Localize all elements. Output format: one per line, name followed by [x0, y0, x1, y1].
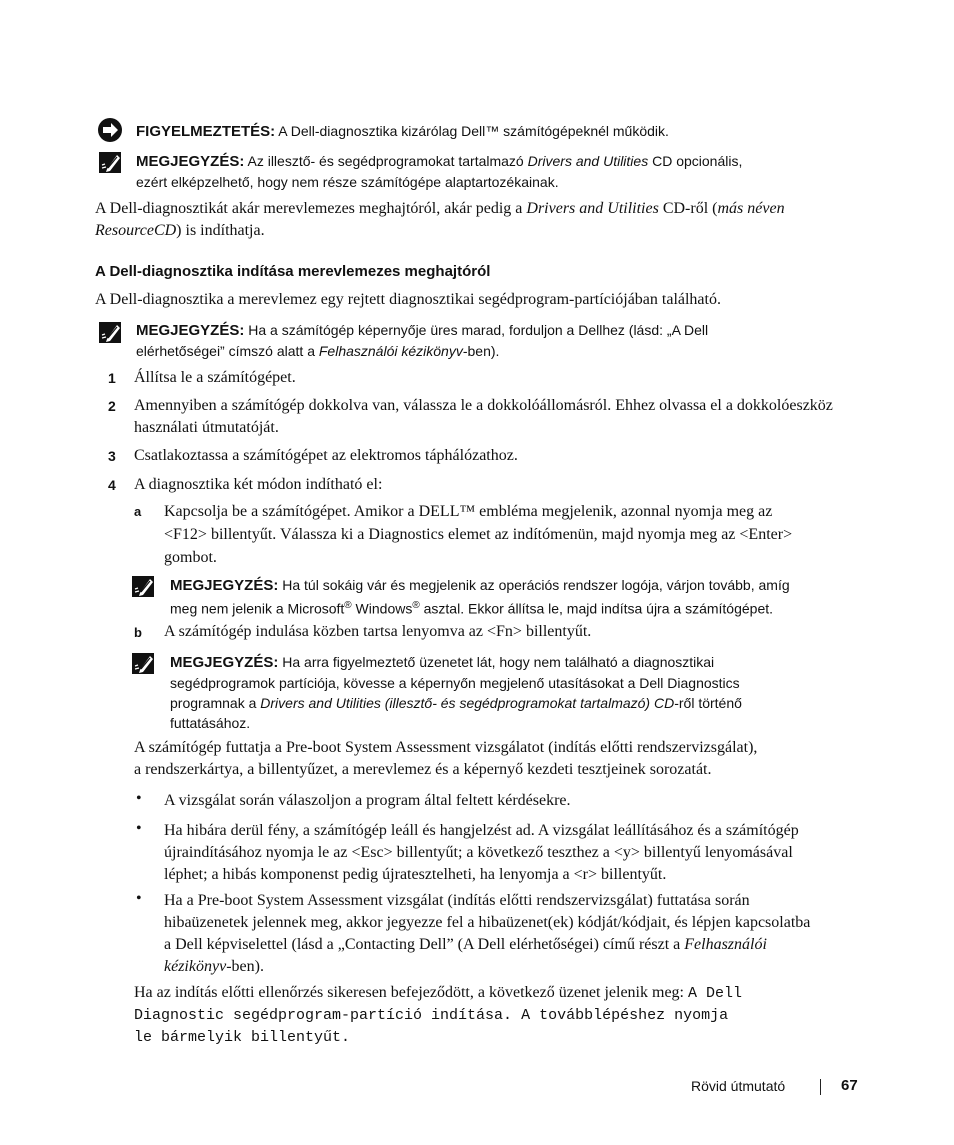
final-paragraph [134, 982, 742, 1049]
step-text [134, 395, 833, 439]
substep-a-line: <F12> billentyűt. Válassza ki a Diagnostics elemet az indítómenün, majd nyomja meg az <Enter> [164, 526, 793, 543]
heading-paragraph: A Dell-diagnosztika a merevlemez egy rejtett diagnosztikai segédprogram-partíciójában található. [95, 291, 721, 308]
substep-a-line: gombot. [164, 549, 217, 566]
bullet-dot: • [136, 790, 142, 807]
note-icon [131, 575, 157, 599]
note-1-text: Az illesztő- és segédprogramokat tartalmazó [244, 153, 528, 169]
registered-mark: ® [344, 600, 352, 611]
substep-b-text: A számítógép indulása közben tartsa lenyomva az <Fn> billentyűt. [164, 623, 592, 640]
note-4-line3-b: -ről történő [674, 695, 742, 711]
note-4-text: Ha arra figyelmeztető üzenetet lát, hogy nem található a diagnosztikai [278, 654, 715, 670]
note-4-line3-a: programnak a [170, 695, 261, 711]
note-4-label: MEGJEGYZÉS: [170, 654, 279, 671]
note-4-italic: Drivers and Utilities (illesztő- és segédprogramokat tartalmazó) CD [260, 695, 675, 711]
note-2-italic: Felhasználói kézikönyv [318, 343, 463, 359]
bullet-line: léphet; a hibás komponenst pedig újratesztelheti, ha lenyomja a <r> billentyűt. [164, 866, 667, 883]
note-3-line2-a: meg nem jelenik a Microsoft [170, 600, 345, 617]
note-1-line2: ezért elképzelhető, hogy nem része számítógépe alaptartozékainak. [136, 174, 559, 190]
intro-italic-a: Drivers and Utilities [526, 200, 659, 217]
psa-line: A számítógép futtatja a Pre-boot System Assessment vizsgálatot (indítás előtti rendszervizsgálat), [134, 739, 758, 756]
final-mono: A Dell [688, 985, 743, 1002]
step-number: 4 [108, 477, 116, 493]
intro-italic-line2: ResourceCD [95, 222, 177, 239]
bullet-line: hibaüzenetek jelennek meg, akkor jegyezze fel a hibaüzenet(ek) kódját/kódjait, és lépjen kapcsolatba [164, 914, 811, 931]
substep-a-text [164, 500, 792, 569]
section-heading: A Dell-diagnosztika indítása merevlemezes meghajtóról [95, 263, 491, 280]
note-icon [131, 652, 157, 676]
note-4-line4: futtatásához. [170, 715, 251, 731]
note-1-italic: Drivers and Utilities [527, 153, 649, 169]
intro-text-b: CD-ről ( [658, 200, 718, 217]
note-1 [136, 151, 742, 192]
note-icon [98, 151, 124, 175]
bullet-text: A vizsgálat során válaszoljon a program által feltett kérdésekre. [164, 792, 571, 809]
bullet-line: -ben). [226, 958, 264, 975]
bullet-italic: kézikönyv [164, 958, 227, 975]
note-2-line2-b: -ben). [462, 343, 500, 359]
step-number: 2 [108, 398, 116, 414]
footer-separator [820, 1079, 821, 1095]
intro-text-a: A Dell-diagnosztikát akár merevlemezes meghajtóról, akár pedig a [95, 200, 527, 217]
psa-paragraph [134, 737, 757, 781]
substep-a-line: Kapcsolja be a számítógépet. Amikor a DELL™ embléma megjelenik, azonnal nyomja meg az [164, 503, 773, 520]
bullet-line: újraindításához nyomja le az <Esc> billentyűt; a következő teszthez a <y> billentyű lenyomásával [164, 844, 793, 861]
substep-letter: a [134, 504, 142, 519]
step-text-line: használati útmutatóját. [134, 419, 279, 436]
bullet-dot: • [136, 890, 142, 907]
note-3-label: MEGJEGYZÉS: [170, 577, 279, 594]
bullet-text [164, 890, 810, 978]
note-4-line2: segédprogramok partíciója, kövesse a képernyőn megjelenő utasításokat a Dell Diagnostics [170, 675, 740, 691]
final-mono: Diagnostic segédprogram-partíció indítása. A továbblépéshez nyomja [134, 1007, 729, 1024]
page-number: 67 [841, 1077, 858, 1094]
step-text-line: Amennyiben a számítógép dokkolva van, válassza le a dokkolóállomásról. Ehhez olvassa el a dokkolóeszköz [134, 397, 833, 414]
intro-italic-b: más néven [717, 200, 785, 217]
note-3 [170, 575, 790, 619]
note-icon [98, 321, 124, 345]
note-1-text-b: CD opcionális, [648, 153, 743, 169]
note-3-line2-c: asztal. Ekkor állítsa le, majd indítsa újra a számítógépet. [419, 600, 774, 617]
final-mono: le bármelyik billentyűt. [134, 1029, 351, 1046]
warning-label: FIGYELMEZTETÉS: [136, 123, 276, 140]
note-3-text: Ha túl sokáig vár és megjelenik az operációs rendszer logója, várjon tovább, amíg [278, 577, 790, 593]
step-text: Állítsa le a számítógépet. [134, 369, 296, 386]
warning-notice [136, 121, 669, 142]
note-2-line2-a: elérhetőségei” címszó alatt a [136, 343, 319, 359]
bullet-text [164, 820, 799, 886]
footer-title: Rövid útmutató [691, 1078, 786, 1094]
intro-text-line2: ) is indíthatja. [176, 222, 265, 239]
psa-line: a rendszerkártya, a billentyűzet, a merevlemez és a képernyő kezdeti tesztjeinek sorozatát. [134, 761, 712, 778]
bullet-dot: • [136, 820, 142, 837]
bullet-line: Ha hibára derül fény, a számítógép leáll és hangjelzést ad. A vizsgálat leállításához és a számítógép [164, 822, 799, 839]
final-text: Ha az indítás előtti ellenőrzés sikeresen befejeződött, a következő üzenet jelenik meg: [134, 984, 688, 1001]
registered-mark: ® [412, 600, 420, 611]
note-1-label: MEGJEGYZÉS: [136, 153, 245, 170]
step-number: 3 [108, 448, 116, 464]
note-2 [136, 320, 708, 361]
note-3-line2-b: Windows [351, 600, 413, 617]
intro-paragraph [95, 198, 785, 242]
warning-text: A Dell-diagnosztika kizárólag Dell™ számítógépeknél működik. [275, 123, 669, 139]
step-text: Csatlakoztassa a számítógépet az elektromos táphálózathoz. [134, 447, 518, 464]
step-text: A diagnosztika két módon indítható el: [134, 476, 383, 493]
note-2-text: Ha a számítógép képernyője üres marad, forduljon a Dellhez (lásd: „A Dell [244, 322, 709, 338]
warning-icon [97, 117, 123, 143]
substep-letter: b [134, 625, 142, 640]
note-4 [170, 652, 742, 733]
step-number: 1 [108, 370, 116, 386]
note-2-label: MEGJEGYZÉS: [136, 322, 245, 339]
bullet-italic: Felhasználói [684, 936, 767, 953]
bullet-line: Ha a Pre-boot System Assessment vizsgálat (indítás előtti rendszervizsgálat) futtatása során [164, 892, 750, 909]
bullet-line: a Dell képviselettel (lásd a „Contacting Dell” (A Dell elérhetőségei) című részt a [164, 936, 685, 953]
